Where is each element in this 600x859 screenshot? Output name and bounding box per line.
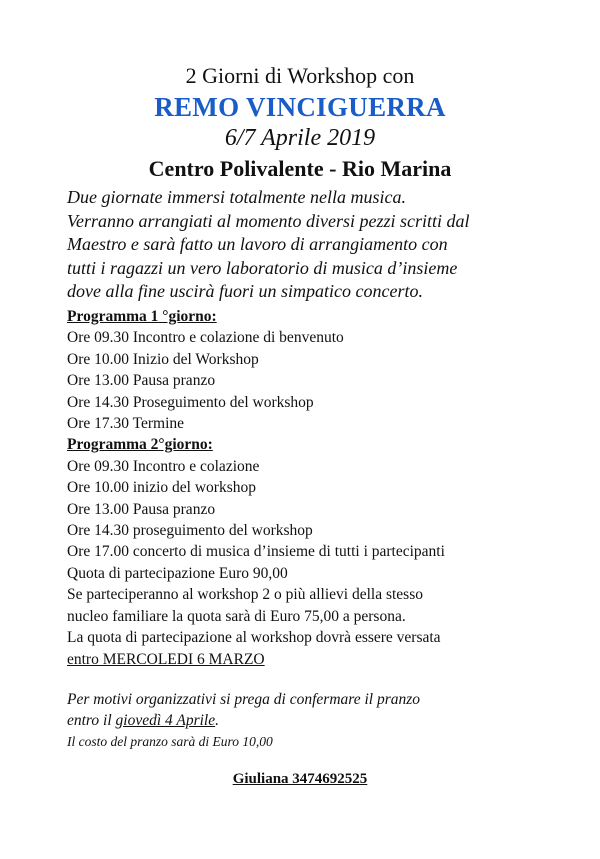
schedule-item: Ore 17.30 Termine <box>67 415 184 433</box>
schedule-item: Ore 14.30 proseguimento del workshop <box>67 522 313 540</box>
day1-heading: Programma 1 °giorno: <box>67 308 217 325</box>
program-section <box>67 306 587 670</box>
intro-line: tutti i ragazzi un vero laboratorio di musica d’insieme <box>67 257 458 278</box>
fee-family-line: Se parteciperanno al workshop 2 o più allievi della stesso <box>67 586 423 604</box>
artist-name: REMO VINCIGUERRA <box>154 92 446 122</box>
fee-deadline: entro MERCOLEDI 6 MARZO <box>67 650 265 668</box>
intro-line: Due giornate immersi totalmente nella musica. <box>67 187 406 207</box>
event-venue: Centro Polivalente - Rio Marina <box>148 156 452 181</box>
lunch-prefix: entro il <box>67 712 116 729</box>
intro-line: Maestro e sarà fatto un lavoro di arrangiamento con <box>67 234 448 254</box>
contact-phone: Giuliana 3474692525 <box>232 771 368 787</box>
lunch-date: giovedì 4 Aprile <box>115 712 216 729</box>
schedule-item: Ore 13.00 Pausa pranzo <box>67 500 216 518</box>
schedule-item: Ore 09.30 Incontro e colazione <box>67 457 260 475</box>
schedule-item: Ore 13.00 Pausa pranzo <box>67 372 216 390</box>
lunch-suffix: . <box>215 712 219 729</box>
schedule-item: Ore 10.00 Inizio del Workshop <box>67 350 259 368</box>
fee-quota: Quota di partecipazione Euro 90,00 <box>67 564 288 582</box>
lunch-line: Per motivi organizzativi si prega di confermare il pranzo <box>67 691 421 708</box>
schedule-item: Ore 14.30 Proseguimento del workshop <box>67 393 314 411</box>
fee-family-line: nucleo familiare la quota sarà di Euro 75,00 a persona. <box>67 607 406 625</box>
fee-deadline-line: La quota di partecipazione al workshop dovrà essere versata <box>67 629 441 647</box>
intro-paragraph <box>67 186 587 304</box>
intro-line: Verranno arrangiati al momento diversi pezzi scritti dal <box>67 210 470 231</box>
schedule-item: Ore 17.00 concerto di musica d’insieme di tutti i partecipanti <box>67 543 445 561</box>
intro-line: dove alla fine uscirà fuori un simpatico concerto. <box>67 281 423 301</box>
event-dates: 6/7 Aprile 2019 <box>224 125 376 151</box>
lunch-note <box>67 689 587 752</box>
header-intro: 2 Giorni di Workshop con <box>185 63 415 88</box>
schedule-item: Ore 09.30 Incontro e colazione di benvenuto <box>67 329 344 347</box>
schedule-item: Ore 10.00 inizio del workshop <box>67 479 256 497</box>
day2-heading: Programma 2°giorno: <box>67 436 213 454</box>
lunch-cost: Il costo del pranzo sarà di Euro 10,00 <box>67 734 273 749</box>
